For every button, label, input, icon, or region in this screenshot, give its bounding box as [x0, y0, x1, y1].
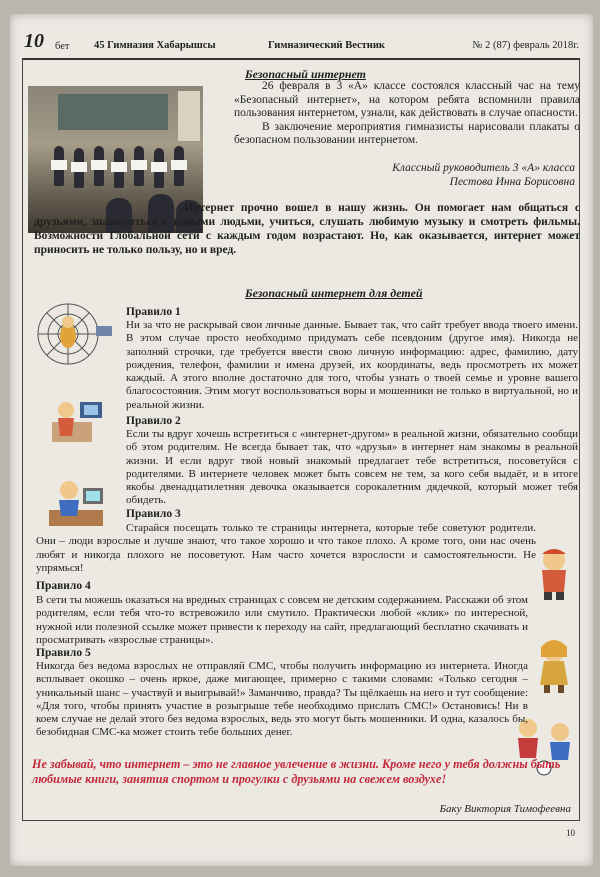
- signature-role: Классный руководитель 3 «А» класса: [392, 162, 575, 174]
- page-word: бет: [55, 41, 70, 52]
- page-number: 10: [24, 30, 44, 52]
- footer-page-number: 10: [566, 828, 575, 838]
- article1-title: Безопасный интернет: [245, 67, 366, 81]
- article1-signature: [392, 162, 575, 189]
- school-name: 45 Гимназия Хабарышсы: [94, 40, 216, 51]
- rule2-text: Если ты вдруг хочешь встретиться с «интернет-другом» в реальной жизни, обязательно сообщи об этом родителям. Не всегда бывает так, что «друзья» в интернет нам знакомы в реальной жизни. И если вдруг твой новый знакомый предлагает тебе встретиться, посоветуйся с родителями. В интернете человек может быть совсем не тем, за кого себя выдаёт, и в итоге якобы двенадцатилетняя девочка оказывается сорокалетним дядечкой, который может тебя обидеть.: [126, 428, 578, 507]
- rule3-text: Старайся посещать только те страницы интернета, которые тебе советуют родители. Они – люди взрослые и лучше знают, что такое хорошо и что такое плохо. А кроме того, они нас очень любят и никогда плохого не посоветуют. Нам часто хочется взрослости и самостоятельности. Не упрямься!: [36, 522, 536, 574]
- rule3-title: Правило 3: [126, 508, 181, 520]
- article2-author: Баку Виктория Тимофеевна: [439, 803, 571, 815]
- article1-body: [234, 80, 580, 148]
- cartoon-boy-illustration: [532, 546, 576, 602]
- article1-para2: В заключение мероприятия гимназисты нарисовали плакаты о безопасном пользовании интернетом.: [234, 120, 580, 147]
- kids-computer-illustration: [50, 392, 110, 446]
- signature-name: Пестова Инна Борисовна: [449, 175, 575, 188]
- newspaper-page: [10, 14, 593, 866]
- rule5-text: Никогда без ведома взрослых не отправляй СМС, чтобы получить информацию из интернета. Иногда всплывает окошко – очень яркое, даже мигающее, примерно с такими словами: «Только сегодня – уникальный шанс – участвуй и выигрывай!» Заманчиво, правда? Ты щёлкаешь на него и тут сообщение: «Для того, чтобы принять участие в розыгрыше тебе необходимо прислать СМС!» Остановись! Ни в коем случае не делай этого без ведома взрослых, ведь это могут быть мошенники. И одна, казалось бы, безобидная СМС-ка может стоить тебе больших денег.: [36, 660, 528, 739]
- cartoon-girl-illustration: [532, 637, 576, 695]
- spider-web-illustration: [28, 296, 116, 374]
- rule2-title: Правило 2: [126, 415, 181, 427]
- issue-info: № 2 (87) февраль 2018г.: [472, 40, 579, 51]
- lead-paragraph: Интернет прочно вошел в нашу жизнь. Он помогает нам общаться с друзьями, знакомиться с новыми людьми, учиться, слушать любимую музыку и смотреть фильмы. Возможности Глобальной сети с каждым годом возрастают. Но, как оказывается, интернет может приносить не только пользу, но и вред.: [34, 202, 580, 256]
- article2-title: Безопасный интернет для детей: [245, 286, 423, 300]
- rule4-text: В сети ты можешь оказаться на вредных страницах с совсем не детским содержанием. Расскажи об этом родителям, если тебя что-то встревожило или смутило. Практически любой «клик» по интересной, нужной или полезной ссылке может привести к переходу на сайт, предлагающий бесплатно скачивать и просматривать «взрослые страницы».: [36, 594, 528, 646]
- rule1-title: Правило 1: [126, 306, 181, 318]
- newspaper-name: Гимназический Вестник: [268, 40, 385, 51]
- closing-message: Не забывай, что интернет – это не главное увлечение в жизни. Кроме него у тебя должны быть любимые книги, занятия спортом и прогулки с друзьями на свежем воздухе!: [32, 757, 561, 786]
- rule1-text: Ни за что не раскрывай свои личные данные. Бывает так, что сайт требует ввода твоего имени. В этом случае просто необходимо придумать себе псевдоним (другое имя). Никогда не заполняй строчки, где требуется ввести свою личную информацию: адрес, фамилию, дату рождения, телефон, фамилии и имена друзей, их координаты, ведь просмотреть их может каждый. А этого вполне достаточно для того, чтобы узнать о твоей семье и уровне вашего благосостояния. Этим могут воспользоваться воры и мошенники не только в виртуальной, но и реальной жизни.: [126, 319, 578, 411]
- article1-para1: 26 февраля в 3 «А» классе состоялся классный час на тему «Безопасный интернет», на котором ребята вспомнили правила пользования интернетом, узнали, как действовать в случае опасности.: [234, 80, 580, 120]
- page-header: [24, 30, 579, 56]
- rule4-title: Правило 4: [36, 580, 91, 592]
- rule5-title: Правило 5: [36, 647, 91, 659]
